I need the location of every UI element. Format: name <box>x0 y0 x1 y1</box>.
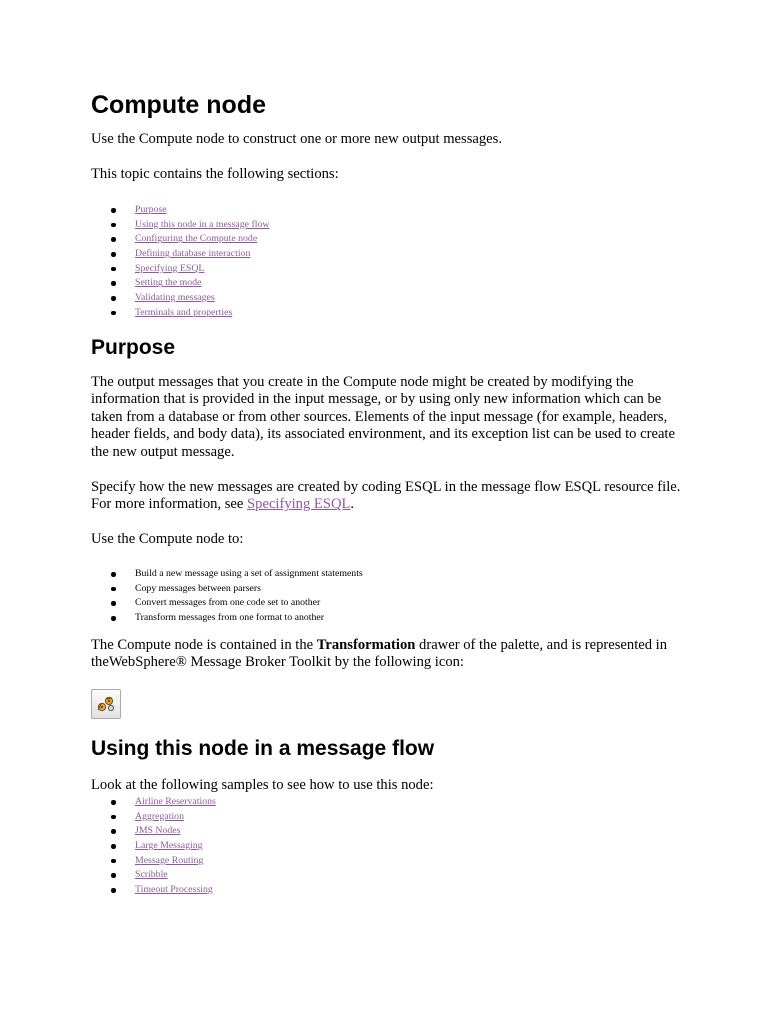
sample-link-aggregation[interactable]: Aggregation <box>135 810 184 822</box>
specifying-esql-link[interactable]: Specifying ESQL <box>247 496 351 513</box>
compute-node-icon-graphic <box>92 690 120 718</box>
using-intro-text: Look at the following samples to see how to use this node: <box>91 777 434 793</box>
compute-node-icon <box>91 689 121 719</box>
bullet-icon <box>111 587 116 592</box>
bullet-icon <box>111 572 116 577</box>
toc-link-purpose[interactable]: Purpose <box>135 204 167 215</box>
list-item <box>91 596 363 611</box>
toc-item <box>91 232 269 247</box>
toc-list <box>91 203 269 321</box>
sample-link-jms[interactable]: JMS Nodes <box>135 825 181 837</box>
toc-link-mode[interactable]: Setting the mode <box>135 277 202 289</box>
intro-text: Use the Compute node to construct one or more new output messages. <box>91 131 502 147</box>
sample-link-scribble[interactable]: Scribble <box>135 869 168 881</box>
purpose-heading: Purpose <box>91 336 176 359</box>
list-item-text: Copy messages between parsers <box>135 582 261 594</box>
sample-link-large-messaging[interactable]: Large Messaging <box>135 840 203 852</box>
bullet-icon <box>111 208 116 213</box>
bullet-icon <box>111 800 116 805</box>
toc-item <box>91 262 269 277</box>
sample-item <box>91 810 216 825</box>
sample-item <box>91 854 216 869</box>
bullet-icon <box>111 873 116 878</box>
list-item <box>91 611 363 626</box>
bullet-icon <box>111 296 116 301</box>
samples-list <box>91 795 216 898</box>
list-item-text: Transform messages from one format to another <box>135 612 325 624</box>
toc-item <box>91 218 269 233</box>
bullet-icon <box>111 601 116 606</box>
toc-link-validating[interactable]: Validating messages <box>135 292 215 304</box>
toc-item <box>91 247 269 262</box>
toc-item <box>91 276 269 291</box>
toc-item <box>91 291 269 306</box>
list-item-text: Convert messages from one code set to another <box>135 597 321 609</box>
purpose-paragraph-2-text: Specify how the new messages are created by coding ESQL in the message flow ESQL resource file. For more information, see <box>91 479 681 513</box>
toc-item <box>91 203 269 218</box>
sample-link-message-routing[interactable]: Message Routing <box>135 854 204 866</box>
sample-item <box>91 824 216 839</box>
sample-item <box>91 868 216 883</box>
purpose-paragraph-2-end: . <box>350 496 355 513</box>
toc-link-configuring[interactable]: Configuring the Compute node <box>135 233 258 245</box>
bullet-icon <box>111 859 116 864</box>
toc-link-database[interactable]: Defining database interaction <box>135 248 251 260</box>
purpose-paragraph-2 <box>91 479 681 514</box>
using-heading: Using this node in a message flow <box>91 737 435 760</box>
bullet-icon <box>111 281 116 286</box>
bullet-icon <box>111 267 116 272</box>
toc-link-esql[interactable]: Specifying ESQL <box>135 262 205 274</box>
bullet-icon <box>111 252 116 257</box>
toc-link-using[interactable]: Using this node in a message flow <box>135 218 270 230</box>
bullet-icon <box>111 237 116 242</box>
list-item-text: Build a new message using a set of assignment statements <box>135 568 363 579</box>
sample-item <box>91 839 216 854</box>
bullet-icon <box>111 815 116 820</box>
list-item <box>91 582 363 597</box>
bullet-icon <box>111 616 116 621</box>
bullet-icon <box>111 223 116 228</box>
sample-link-airline[interactable]: Airline Reservations <box>135 796 216 807</box>
page-title: Compute node <box>91 91 266 119</box>
bullet-icon <box>111 844 116 849</box>
sections-intro-text: This topic contains the following sections: <box>91 166 339 182</box>
sample-item <box>91 795 216 810</box>
bullet-icon <box>111 888 116 893</box>
bullet-icon <box>111 311 116 316</box>
transformation-bold-text: Transformation <box>316 637 416 653</box>
purpose-paragraph-4 <box>91 637 681 672</box>
uses-list <box>91 567 363 626</box>
list-item <box>91 567 363 582</box>
sample-link-timeout[interactable]: Timeout Processing <box>135 884 213 896</box>
toc-link-terminals[interactable]: Terminals and properties <box>135 306 233 318</box>
toc-item <box>91 306 269 321</box>
purpose-paragraph-3: Use the Compute node to: <box>91 531 244 547</box>
purpose-paragraph-4-text: The Compute node is contained in the <box>91 637 317 653</box>
sample-item <box>91 883 216 898</box>
bullet-icon <box>111 829 116 834</box>
purpose-paragraph-1: The output messages that you create in the Compute node might be created by modifying the information that is provided in the input message, or by using only new information which can be taken from a database or from other sources. Elements of the input message (for example, headers, header fields, and body data), its associated environment, and its exception list can be used to create the new output message. <box>91 374 675 460</box>
purpose-paragraph-4-end: drawer of the palette, and is represented in theWebSphere® Message Broker Toolkit by the following icon: <box>91 637 668 671</box>
